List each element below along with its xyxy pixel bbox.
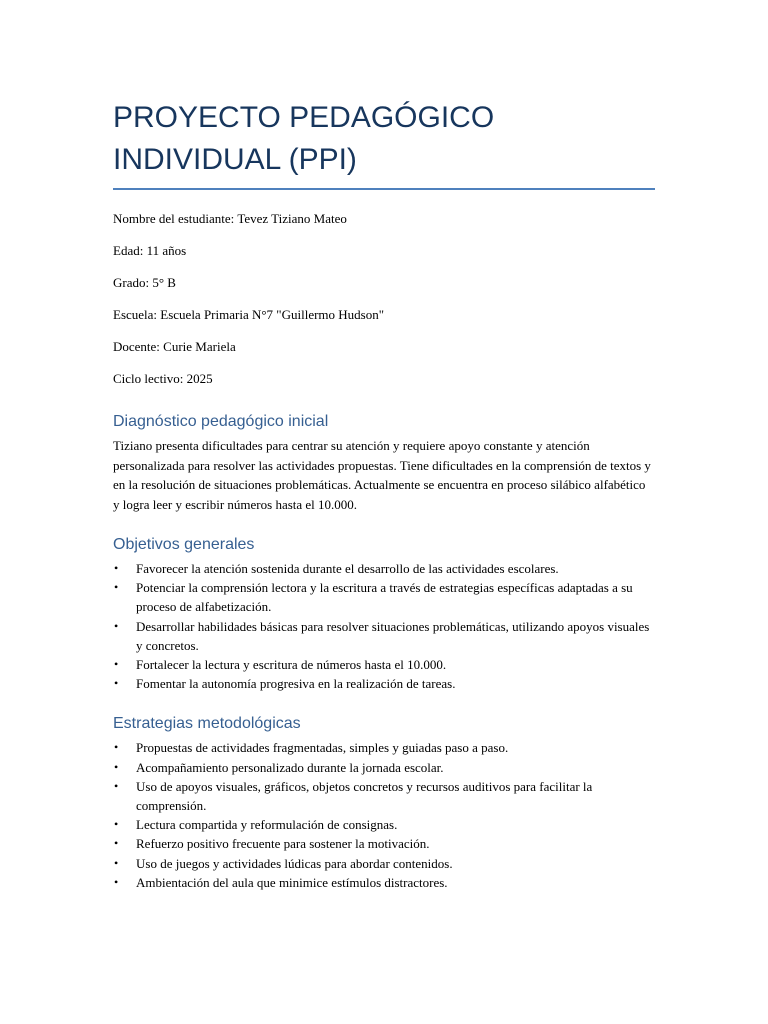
section-heading: Estrategias metodológicas bbox=[113, 715, 301, 733]
bullet-icon: • bbox=[114, 580, 119, 595]
bullet-list bbox=[113, 559, 653, 693]
list-item bbox=[113, 815, 653, 834]
list-item bbox=[113, 617, 653, 655]
list-item-text: Uso de juegos y actividades lúdicas para abordar contenidos. bbox=[136, 855, 453, 871]
bullet-icon: • bbox=[114, 759, 119, 774]
list-item-text: Desarrollar habilidades básicas para resolver situaciones problemáticas, utilizando apoyos visuales y concretos. bbox=[136, 618, 650, 653]
list-item-text: Favorecer la atención sostenida durante el desarrollo de las actividades escolares. bbox=[136, 561, 559, 576]
field-age: Edad: 11 años bbox=[113, 243, 187, 258]
field-grade: Grado: 5° B bbox=[113, 275, 176, 290]
section-diagnostico bbox=[113, 411, 655, 514]
list-item bbox=[113, 777, 653, 815]
list-item bbox=[113, 655, 653, 674]
list-item-text: Fomentar la autonomía progresiva en la realización de tareas. bbox=[136, 676, 456, 692]
field-teacher: Docente: Curie Mariela bbox=[113, 339, 236, 354]
list-item bbox=[113, 834, 653, 853]
list-item bbox=[113, 674, 653, 693]
section-paragraph: Tiziano presenta dificultades para centrar su atención y requiere apoyo constante y atención personalizada para resolver las actividades propuestas. Tiene dificultades en la comprensión de textos y en la resolución de situaciones problemáticas. Actualmente se encuentra en proceso silábico alfabético y logra leer y escribir números hasta el 10.000. bbox=[113, 438, 651, 512]
section-estrategias bbox=[113, 713, 655, 892]
title-underline bbox=[113, 188, 655, 190]
list-item bbox=[113, 854, 653, 873]
list-item-text: Fortalecer la lectura y escritura de números hasta el 10.000. bbox=[136, 657, 447, 673]
bullet-icon: • bbox=[114, 740, 119, 755]
list-item-text: Uso de apoyos visuales, gráficos, objetos concretos y recursos auditivos para facilitar la comprensión. bbox=[136, 778, 593, 814]
list-item bbox=[113, 873, 653, 892]
list-item bbox=[113, 559, 653, 578]
bullet-icon: • bbox=[114, 657, 119, 672]
bullet-icon: • bbox=[114, 778, 119, 793]
section-heading: Objetivos generales bbox=[113, 536, 255, 553]
bullet-icon: • bbox=[114, 618, 119, 633]
field-student-name: Nombre del estudiante: Tevez Tiziano Mateo bbox=[113, 211, 347, 226]
bullet-icon: • bbox=[114, 561, 119, 575]
bullet-icon: • bbox=[114, 874, 119, 889]
bullet-list bbox=[113, 738, 653, 892]
document-title: PROYECTO PEDAGÓGICO INDIVIDUAL (PPI) bbox=[113, 101, 495, 176]
list-item bbox=[113, 578, 653, 616]
section-heading: Diagnóstico pedagógico inicial bbox=[113, 413, 329, 430]
bullet-icon: • bbox=[114, 855, 119, 870]
list-item-text: Acompañamiento personalizado durante la jornada escolar. bbox=[136, 759, 444, 775]
list-item-text: Propuestas de actividades fragmentadas, simples y guiadas paso a paso. bbox=[136, 740, 509, 756]
bullet-icon: • bbox=[114, 836, 119, 851]
list-item-text: Refuerzo positivo frecuente para sostener la motivación. bbox=[136, 836, 430, 852]
student-info bbox=[113, 209, 655, 388]
bullet-icon: • bbox=[114, 676, 119, 691]
list-item-text: Ambientación del aula que minimice estímulos distractores. bbox=[136, 874, 448, 890]
field-school-year: Ciclo lectivo: 2025 bbox=[113, 371, 213, 386]
section-objetivos bbox=[113, 534, 655, 693]
field-school: Escuela: Escuela Primaria N°7 "Guillermo Hudson" bbox=[113, 307, 385, 322]
list-item-text: Lectura compartida y reformulación de consignas. bbox=[136, 817, 398, 833]
bullet-icon: • bbox=[114, 817, 119, 832]
list-item bbox=[113, 738, 653, 757]
list-item-text: Potenciar la comprensión lectora y la escritura a través de estrategias específicas adaptadas a su proceso de alfabetización. bbox=[136, 580, 633, 615]
list-item bbox=[113, 758, 653, 777]
